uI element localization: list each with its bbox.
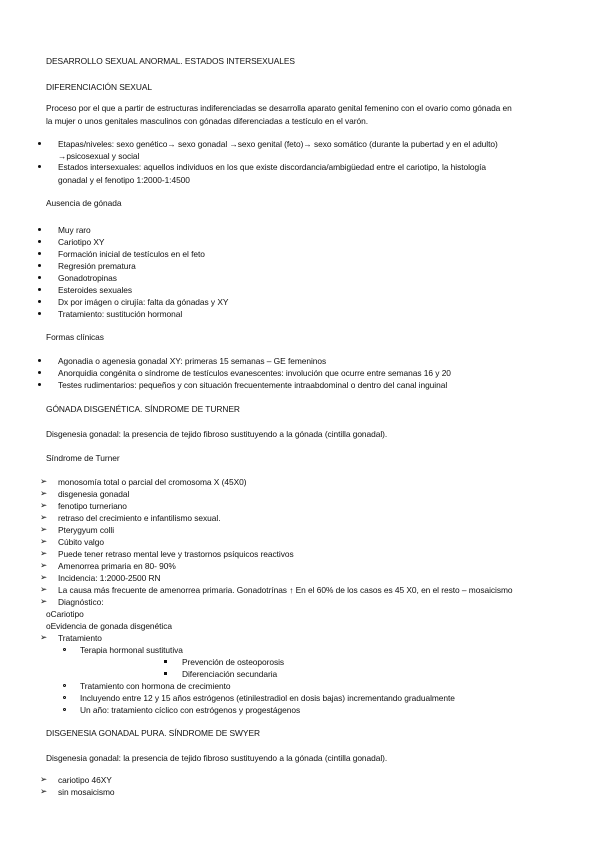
intro-paragraph-line-2: la mujer o unos genitales masculinos con gónadas diferenciadas a testículo en el varón. — [46, 116, 369, 126]
sub-list-item: Tratamiento con hormona de crecimiento — [80, 681, 231, 691]
circle-bullet-icon — [63, 708, 66, 711]
sub-list-item: oEvidencia de gonada disgenética — [46, 621, 172, 631]
subheading-ausencia: Ausencia de gónada — [46, 198, 122, 208]
bullet-icon — [38, 240, 41, 243]
sub-list-item: Incluyendo entre 12 y 15 años estrógenos (etinilestradiol en dosis bajas) incrementando gradualmente — [80, 693, 455, 703]
list-item: Tratamiento — [58, 633, 102, 643]
bullet-icon — [38, 359, 41, 362]
arrow-bullet-icon: ➢ — [40, 775, 48, 785]
sub-list-item: Un año: tratamiento cíclico con estrógenos y progestágenos — [80, 705, 301, 715]
list-item: Puede tener retraso mental leve y trastornos psíquicos reactivos — [58, 549, 294, 559]
arrow-bullet-icon: ➢ — [40, 585, 48, 595]
arrow-bullet-icon: ➢ — [40, 597, 48, 607]
list-item: retraso del crecimiento e infantilismo sexual. — [58, 513, 221, 523]
arrow-bullet-icon: ➢ — [40, 537, 48, 547]
bullet-icon — [38, 383, 41, 386]
bullet-icon — [38, 300, 41, 303]
bullet-icon — [38, 288, 41, 291]
circle-bullet-icon — [63, 648, 66, 651]
intro-paragraph-line-1: Proceso por el que a partir de estructuras indiferenciadas se desarrolla aparato genital femenino con el ovario como gónada en — [46, 103, 512, 113]
list-item: sin mosaicismo — [58, 787, 115, 797]
square-bullet-icon — [164, 672, 167, 675]
square-bullet-icon — [164, 660, 167, 663]
list-item: Cariotipo XY — [58, 237, 105, 247]
document-title: DESARROLLO SEXUAL ANORMAL. ESTADOS INTERSEXUALES — [46, 56, 295, 66]
arrow-bullet-icon: ➢ — [40, 501, 48, 511]
bullet-icon — [38, 264, 41, 267]
sub-sub-list-item: Diferenciación secundaria — [182, 669, 278, 679]
arrow-bullet-icon: ➢ — [40, 787, 48, 797]
bullet-icon — [38, 165, 41, 168]
list-item: Formación inicial de testículos en el feto — [58, 249, 205, 259]
bullet-icon — [38, 142, 41, 145]
list-item: Dx por imágen o cirujía: falta da gónadas y XY — [58, 297, 229, 307]
list-item: Etapas/niveles: sexo genético→ sexo gonadal →sexo genital (feto)→ sexo somático (durante la pubertad y en el adulto) — [58, 139, 498, 149]
list-item: Testes rudimentarios: pequeños y con situación frecuentemente intraabdominal o dentro del canal inguinal — [58, 380, 448, 390]
list-item: monosomía total o parcial del cromosoma X (45X0) — [58, 477, 247, 487]
list-item: Gonadotropinas — [58, 273, 117, 283]
list-item: Diagnóstico: — [58, 597, 104, 607]
arrow-bullet-icon: ➢ — [40, 477, 48, 487]
list-item-continuation: gonadal y el fenotipo 1:2000-1:4500 — [58, 175, 190, 185]
list-item: Cúbito valgo — [58, 537, 104, 547]
list-item: Regresión prematura — [58, 261, 136, 271]
list-item: La causa más frecuente de amenorrea primaria. Gonadotrínas ↑ En el 60% de los casos es 45 X0, en el resto – mosaicismo — [58, 585, 513, 595]
bullet-icon — [38, 276, 41, 279]
list-item: Tratamiento: sustitución hormonal — [58, 309, 183, 319]
arrow-bullet-icon: ➢ — [40, 561, 48, 571]
circle-bullet-icon — [63, 684, 66, 687]
list-item: disgenesia gonadal — [58, 489, 130, 499]
bullet-icon — [38, 371, 41, 374]
section-heading-turner: GÓNADA DISGENÉTICA. SÍNDROME DE TURNER — [46, 404, 240, 414]
subheading-formas-clinicas: Formas clínicas — [46, 332, 104, 342]
arrow-bullet-icon: ➢ — [40, 513, 48, 523]
list-item: fenotipo turneriano — [58, 501, 127, 511]
arrow-bullet-icon: ➢ — [40, 489, 48, 499]
list-item: Anorquidia congénita o síndrome de testículos evanescentes: involución que ocurre entre semanas 16 y 20 — [58, 368, 451, 378]
definition-disgenesia: Disgenesia gonadal: la presencia de tejido fibroso sustituyendo a la gónada (cintilla gonadal). — [46, 429, 388, 439]
circle-bullet-icon — [63, 696, 66, 699]
list-item: Muy raro — [58, 225, 91, 235]
sub-sub-list-item: Prevención de osteoporosis — [182, 657, 285, 667]
list-item: Amenorrea primaria en 80- 90% — [58, 561, 176, 571]
list-item: Estados intersexuales: aquellos individuos en los que existe discordancia/ambigüedad entre el cariotipo, la histología — [58, 162, 487, 172]
arrow-bullet-icon: ➢ — [40, 549, 48, 559]
definition-disgenesia-swyer: Disgenesia gonadal: la presencia de tejido fibroso sustituyendo a la gónada (cintilla gonadal). — [46, 753, 388, 763]
bullet-icon — [38, 252, 41, 255]
sub-list-item: oCariotipo — [46, 609, 84, 619]
list-item: Pterygyum colli — [58, 525, 115, 535]
list-item: Esteroides sexuales — [58, 285, 132, 295]
section-heading-diferenciacion: DIFERENCIACIÓN SEXUAL — [46, 82, 152, 92]
list-item: cariotipo 46XY — [58, 775, 112, 785]
list-item: Incidencia: 1:2000-2500 RN — [58, 573, 161, 583]
list-item-continuation: →psicosexual y social — [58, 151, 140, 161]
section-heading-swyer: DISGENESIA GONADAL PURA. SÍNDROME DE SWYER — [46, 728, 260, 738]
subheading-sindrome-turner: Síndrome de Turner — [46, 453, 120, 463]
sub-list-item: Terapia hormonal sustitutiva — [80, 645, 183, 655]
bullet-icon — [38, 312, 41, 315]
list-item: Agonadia o agenesia gonadal XY: primeras 15 semanas – GE femeninos — [58, 356, 327, 366]
bullet-icon — [38, 228, 41, 231]
arrow-bullet-icon: ➢ — [40, 633, 48, 643]
arrow-bullet-icon: ➢ — [40, 525, 48, 535]
arrow-bullet-icon: ➢ — [40, 573, 48, 583]
